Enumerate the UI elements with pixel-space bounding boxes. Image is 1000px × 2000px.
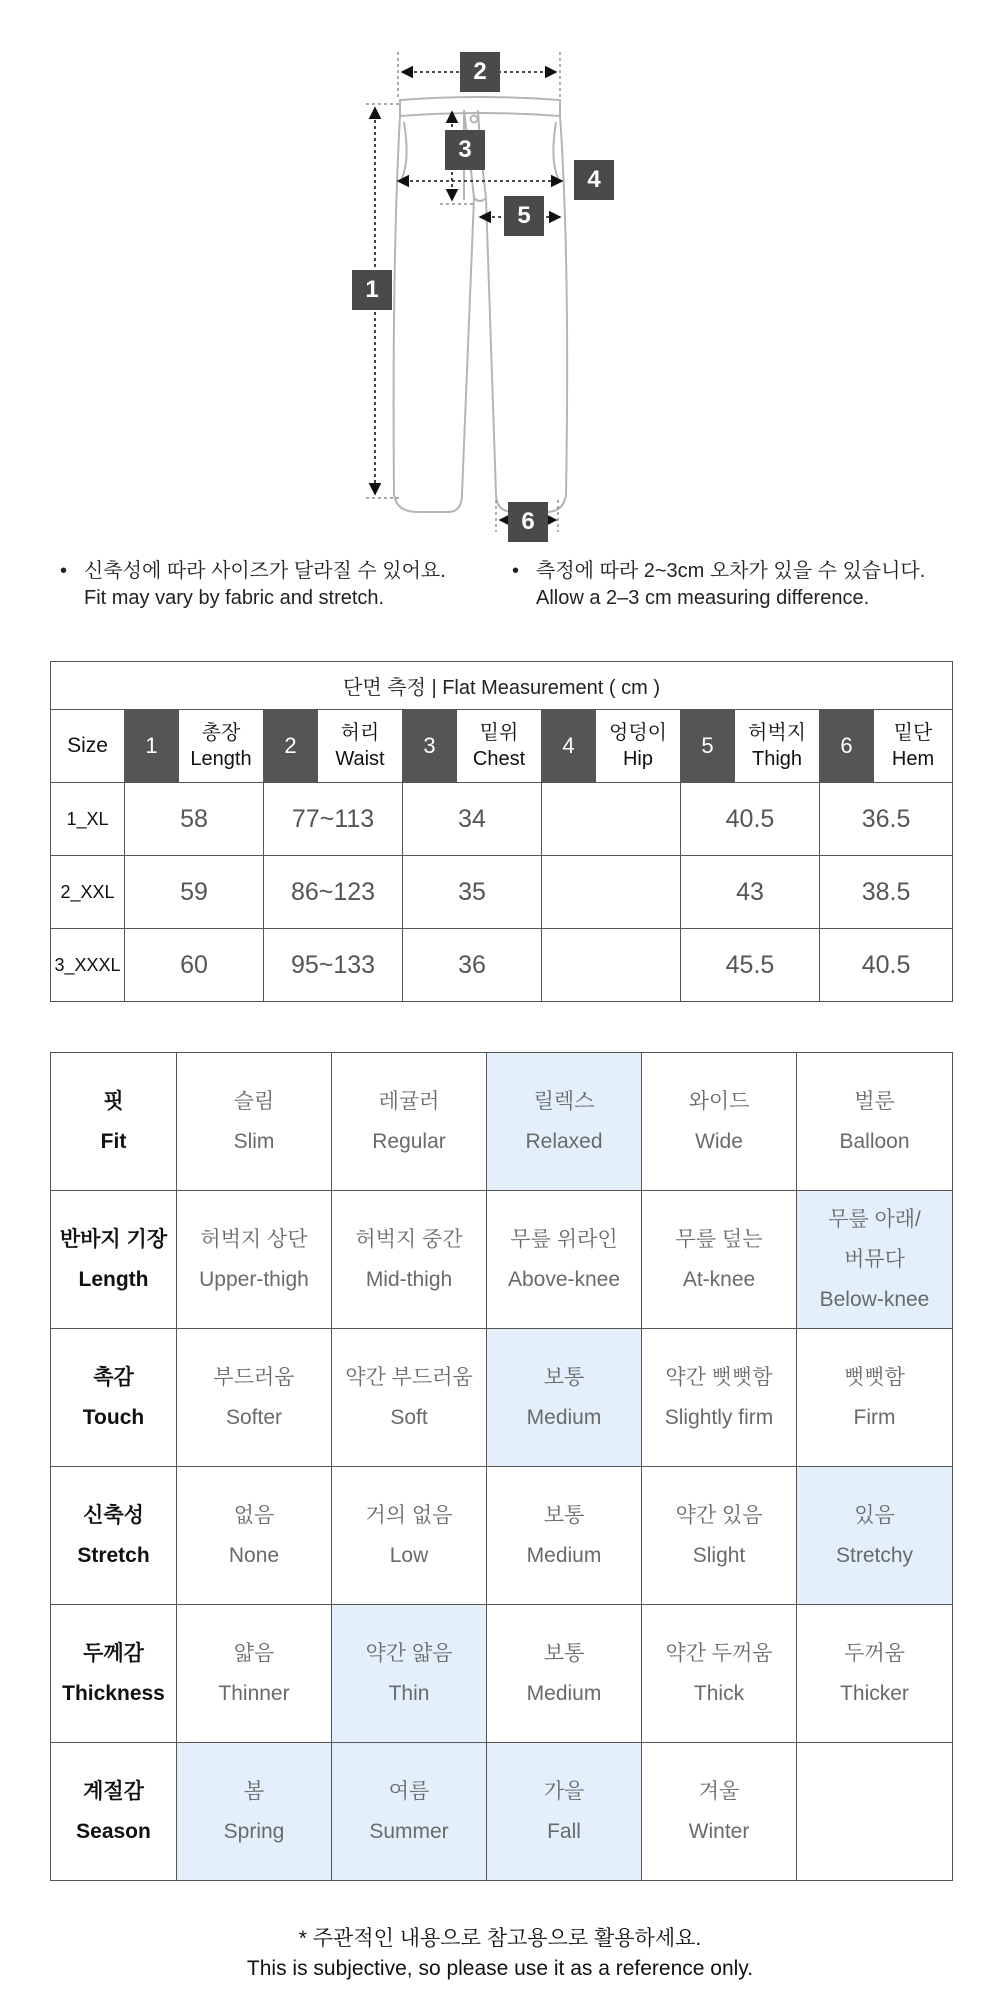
attr-option [642,1467,797,1605]
attr-row-stretch [51,1467,953,1605]
attr-option [642,1329,797,1467]
value-cell: 59 [125,856,264,929]
label-en: Fit [100,1129,127,1153]
value-cell: 77~113 [264,783,403,856]
label-ko: 반바지 기장 [59,1227,168,1251]
attr-label [51,1053,177,1191]
value-cell: 45.5 [681,929,820,1002]
col-en: Chest [472,748,526,770]
option-ko: 없음 [233,1503,275,1527]
option-en: Medium [526,1681,602,1705]
pants-illustration [0,0,1000,550]
table-row [51,929,953,1002]
note-en: Allow a 2–3 cm measuring difference. [536,587,870,609]
option-ko: 와이드 [688,1089,750,1113]
disclaimer-en: This is subjective, so please use it as a reference only. [246,1957,754,1980]
label-en: Thickness [62,1681,165,1705]
value-cell [542,929,681,1002]
option-ko: 약간 있음 [675,1503,763,1527]
col-num-5: 5 [681,710,735,783]
attr-option-selected [332,1605,487,1743]
col-ko: 총장 [201,722,241,744]
option-ko: 보통 [543,1641,585,1665]
attr-option [177,1191,332,1329]
table-row [51,783,953,856]
note-en: Fit may vary by fabric and stretch. [84,587,385,609]
value-cell [542,783,681,856]
attr-label [51,1329,177,1467]
value-cell: 58 [125,783,264,856]
value-cell: 36 [403,929,542,1002]
value-cell: 38.5 [820,856,953,929]
value-cell: 40.5 [820,929,953,1002]
col-en: Waist [335,748,385,770]
option-ko: 가을 [543,1779,585,1803]
option-ko: 거의 없음 [365,1503,453,1527]
option-ko: 부드러움 [213,1365,295,1389]
option-ko: 여름 [388,1779,430,1803]
option-ko: 레귤러 [378,1089,440,1113]
option-ko: 약간 얇음 [365,1641,453,1665]
size-table-title: 단면 측정 | Flat Measurement ( cm ) [51,662,953,710]
note-ko: 신축성에 따라 사이즈가 달라질 수 있어요. [84,560,446,582]
attr-option-selected [487,1329,642,1467]
attr-row-touch [51,1329,953,1467]
measure-label-6: 6 [508,502,548,542]
option-ko: 무릎 덮는 [675,1227,763,1251]
option-ko-line2: 버뮤다 [844,1247,905,1271]
option-en: Medium [526,1543,602,1567]
note-measuring-difference [512,558,926,612]
attr-option [177,1329,332,1467]
option-ko: 보통 [543,1365,585,1389]
option-ko: 있음 [854,1503,895,1527]
option-ko: 봄 [243,1779,265,1803]
attr-row-season [51,1743,953,1881]
col-num-2: 2 [264,710,318,783]
option-ko: 약간 두꺼움 [665,1641,773,1665]
attr-option [487,1605,642,1743]
option-ko: 허벅지 중간 [355,1227,463,1251]
value-cell: 86~123 [264,856,403,929]
label-en: Length [78,1267,149,1291]
option-en: Spring [223,1819,285,1843]
attr-option [177,1467,332,1605]
attr-option [797,1053,953,1191]
attr-option-selected [487,1743,642,1881]
label-en: Stretch [77,1543,150,1567]
label-en: Touch [82,1405,145,1429]
option-en: Firm [853,1405,896,1429]
attr-label [51,1191,177,1329]
attr-option-selected [487,1053,642,1191]
col-num-6: 6 [820,710,874,783]
option-ko: 무릎 아래/ [828,1207,921,1231]
attr-option [332,1191,487,1329]
col-ko: 허벅지 [748,722,806,744]
option-en: Upper-thigh [199,1267,309,1291]
option-en: None [228,1543,280,1567]
option-en: Slight [692,1543,746,1567]
col-num-4: 4 [542,710,596,783]
note-fit-variation [60,558,446,612]
option-en: Thicker [840,1681,909,1705]
attr-label [51,1605,177,1743]
option-en: Wide [695,1129,743,1153]
value-cell: 95~133 [264,929,403,1002]
option-en: Thin [388,1681,430,1705]
attr-row-thickness [51,1605,953,1743]
attr-option-empty [797,1743,953,1881]
attr-option-selected [797,1467,953,1605]
attr-option [177,1605,332,1743]
attr-option-selected [797,1191,953,1329]
option-ko: 슬림 [233,1089,275,1113]
value-cell: 40.5 [681,783,820,856]
size-cell: 1_XL [51,783,125,856]
attr-option [797,1329,953,1467]
label-ko: 촉감 [93,1365,134,1389]
col-en: Thigh [751,748,803,770]
measure-label-4: 4 [574,160,614,200]
col-header-hip [596,710,681,783]
note-ko: 측정에 따라 2~3cm 오차가 있을 수 있습니다. [536,560,926,582]
attr-option [487,1467,642,1605]
col-en: Hem [891,748,935,770]
option-ko: 릴렉스 [533,1089,595,1113]
attr-option [642,1743,797,1881]
option-en: Summer [369,1819,449,1843]
measure-label-1: 1 [352,270,392,310]
attr-option [332,1053,487,1191]
option-en: Low [389,1543,429,1567]
fabric-attributes-table [50,1052,953,1881]
option-en: Slim [233,1129,275,1153]
size-cell: 2_XXL [51,856,125,929]
col-header-length [179,710,264,783]
attr-label [51,1743,177,1881]
measure-label-2: 2 [460,52,500,92]
attr-option [642,1191,797,1329]
option-en: Winter [688,1819,750,1843]
option-ko: 무릎 위라인 [510,1227,618,1251]
bullet-icon: • [512,560,520,582]
attr-label [51,1467,177,1605]
attr-option-selected [177,1743,332,1881]
value-cell: 43 [681,856,820,929]
value-cell: 34 [403,783,542,856]
table-row [51,856,953,929]
label-ko: 핏 [103,1089,124,1113]
option-ko: 허벅지 상단 [200,1227,308,1251]
option-ko: 보통 [543,1503,585,1527]
attr-option [177,1053,332,1191]
label-ko: 신축성 [83,1503,144,1527]
attr-option-selected [332,1743,487,1881]
option-ko: 약간 부드러움 [345,1365,473,1389]
col-en: Hip [622,748,653,770]
measure-label-3: 3 [445,130,485,170]
option-en: At-knee [682,1267,756,1291]
value-cell: 36.5 [820,783,953,856]
option-en: Soft [390,1405,428,1429]
attr-option [332,1467,487,1605]
option-ko: 약간 뻣뻣함 [665,1365,773,1389]
label-en: Season [76,1819,151,1843]
attr-option [332,1329,487,1467]
option-en: Below-knee [819,1287,930,1311]
col-ko: 허리 [340,722,380,744]
option-ko: 겨울 [698,1779,740,1803]
col-ko: 밑단 [893,722,933,744]
attr-option [487,1191,642,1329]
col-num-1: 1 [125,710,179,783]
option-en: Slightly firm [664,1405,774,1429]
option-en: Medium [526,1405,602,1429]
option-ko: 뻣뻣함 [844,1365,905,1389]
value-cell [542,856,681,929]
option-en: Thinner [218,1681,290,1705]
pants-measurement-diagram [0,0,1000,550]
size-cell: 3_XXXL [51,929,125,1002]
option-ko: 벌룬 [854,1089,895,1113]
attr-row-length [51,1191,953,1329]
attr-option [642,1605,797,1743]
label-ko: 계절감 [83,1779,144,1803]
option-en: Softer [225,1405,283,1429]
label-ko: 두께감 [83,1641,144,1665]
attr-option [642,1053,797,1191]
col-num-3: 3 [403,710,457,783]
bullet-icon: • [60,560,68,582]
option-ko: 얇음 [233,1641,275,1665]
col-header-waist [318,710,403,783]
option-en: Fall [547,1819,581,1843]
disclaimer-ko: * 주관적인 내용으로 참고용으로 활용하세요. [298,1927,702,1950]
option-en: Relaxed [525,1129,603,1153]
disclaimer [0,1924,1000,1984]
option-en: Balloon [839,1129,910,1153]
col-ko: 엉덩이 [609,722,667,744]
value-cell: 60 [125,929,264,1002]
col-header-hem [874,710,953,783]
attr-row-fit [51,1053,953,1191]
measure-label-5: 5 [504,196,544,236]
col-en: Length [190,748,252,770]
option-en: Above-knee [507,1267,621,1291]
option-en: Thick [693,1681,745,1705]
size-table [50,661,953,1002]
col-header-thigh [735,710,820,783]
option-en: Mid-thigh [365,1267,453,1291]
option-ko: 두꺼움 [844,1641,905,1665]
col-ko: 밑위 [479,722,519,744]
col-header-chest [457,710,542,783]
attr-option [797,1605,953,1743]
option-en: Stretchy [835,1543,914,1567]
value-cell: 35 [403,856,542,929]
option-en: Regular [372,1129,446,1153]
size-header: Size [51,710,125,783]
